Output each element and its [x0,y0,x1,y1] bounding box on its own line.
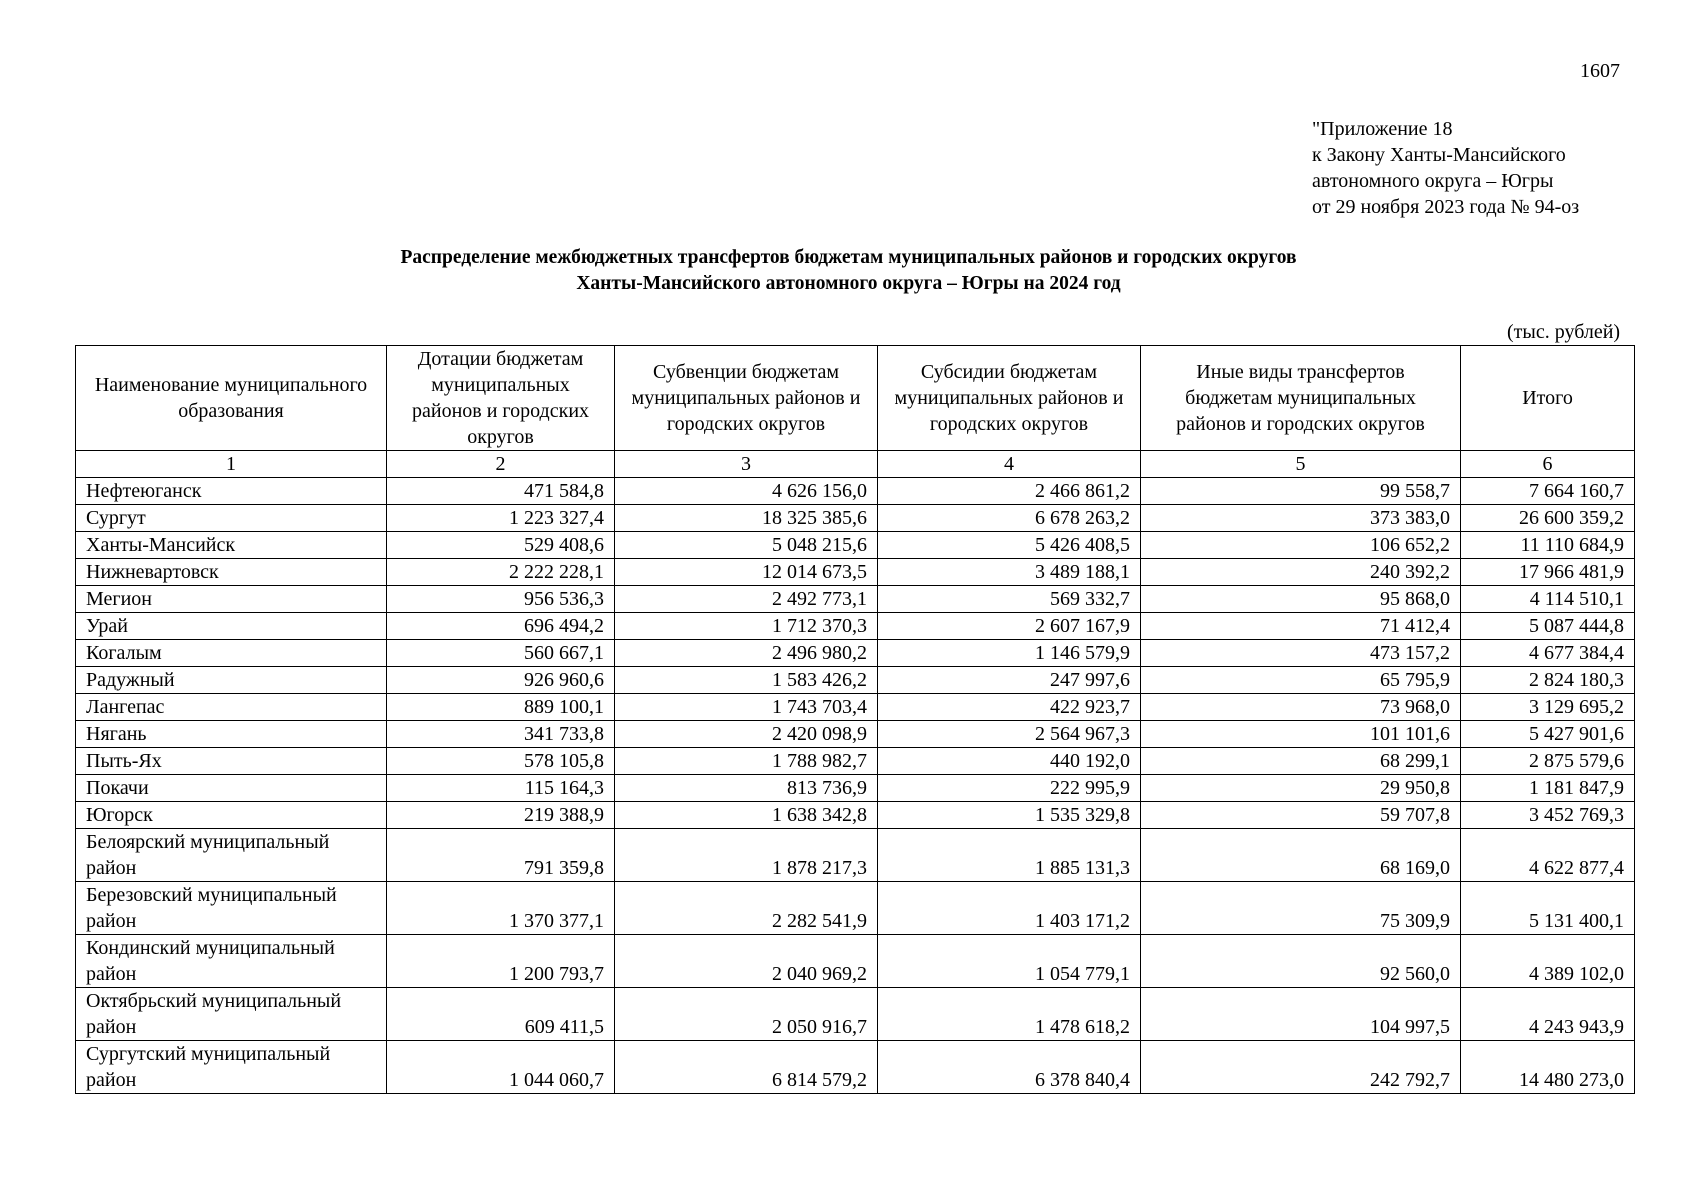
cell-other: 104 997,5 [1141,988,1461,1041]
cell-dotations: 529 408,6 [387,532,615,559]
table-row [76,694,1635,721]
cell-subsidies: 2 466 861,2 [878,478,1141,505]
cell-subsidies: 440 192,0 [878,748,1141,775]
cell-total: 1 181 847,9 [1461,775,1635,802]
table-row [76,802,1635,829]
cell-subsidies: 6 378 840,4 [878,1041,1141,1094]
table-row [76,988,1635,1041]
cell-subsidies: 1 054 779,1 [878,935,1141,988]
table-row [76,505,1635,532]
cell-name: Белоярский муниципальный район [76,829,387,882]
cell-subsidies: 569 332,7 [878,586,1141,613]
cell-name: Покачи [76,775,387,802]
cell-subventions: 2 496 980,2 [615,640,878,667]
cell-name: Пыть-Ях [76,748,387,775]
cell-total: 5 427 901,6 [1461,721,1635,748]
cell-name: Радужный [76,667,387,694]
cell-subsidies: 1 885 131,3 [878,829,1141,882]
cell-subventions: 1 583 426,2 [615,667,878,694]
cell-dotations: 1 223 327,4 [387,505,615,532]
cell-subventions: 18 325 385,6 [615,505,878,532]
cell-name: Когалым [76,640,387,667]
cell-total: 4 622 877,4 [1461,829,1635,882]
cell-other: 68 169,0 [1141,829,1461,882]
cell-dotations: 115 164,3 [387,775,615,802]
cell-other: 92 560,0 [1141,935,1461,988]
cell-subsidies: 1 535 329,8 [878,802,1141,829]
column-number: 2 [387,451,615,478]
cell-dotations: 889 100,1 [387,694,615,721]
cell-dotations: 956 536,3 [387,586,615,613]
cell-other: 373 383,0 [1141,505,1461,532]
cell-subventions: 2 492 773,1 [615,586,878,613]
cell-total: 2 875 579,6 [1461,748,1635,775]
cell-other: 95 868,0 [1141,586,1461,613]
table-row [76,721,1635,748]
appendix-line: к Закону Ханты-Мансийского [1312,144,1566,166]
cell-subsidies: 247 997,6 [878,667,1141,694]
cell-name: Ханты-Мансийск [76,532,387,559]
cell-other: 59 707,8 [1141,802,1461,829]
column-number: 3 [615,451,878,478]
header-total: Итого [1461,346,1635,451]
appendix-line: автономного округа – Югры [1312,170,1554,192]
cell-name: Нефтеюганск [76,478,387,505]
table-row [76,532,1635,559]
appendix-line: "Приложение 18 [1312,118,1453,140]
header-subventions: Субвенции бюджетам муниципальных районов и городских округов [615,346,878,451]
cell-other: 106 652,2 [1141,532,1461,559]
table-row [76,829,1635,882]
cell-name: Югорск [76,802,387,829]
cell-subventions: 1 788 982,7 [615,748,878,775]
cell-total: 4 677 384,4 [1461,640,1635,667]
cell-subsidies: 422 923,7 [878,694,1141,721]
cell-subsidies: 5 426 408,5 [878,532,1141,559]
cell-dotations: 926 960,6 [387,667,615,694]
column-number: 4 [878,451,1141,478]
table-row [76,667,1635,694]
cell-dotations: 578 105,8 [387,748,615,775]
cell-dotations: 1 200 793,7 [387,935,615,988]
cell-dotations: 791 359,8 [387,829,615,882]
cell-name: Кондинский муниципальный район [76,935,387,988]
cell-total: 17 966 481,9 [1461,559,1635,586]
cell-subventions: 12 014 673,5 [615,559,878,586]
cell-subsidies: 1 403 171,2 [878,882,1141,935]
table-row [76,586,1635,613]
cell-subventions: 2 420 098,9 [615,721,878,748]
cell-other: 29 950,8 [1141,775,1461,802]
cell-other: 99 558,7 [1141,478,1461,505]
column-number: 6 [1461,451,1635,478]
cell-name: Нижневартовск [76,559,387,586]
cell-subventions: 6 814 579,2 [615,1041,878,1094]
table-row [76,478,1635,505]
column-numbers-row [76,451,1635,478]
cell-other: 242 792,7 [1141,1041,1461,1094]
cell-other: 73 968,0 [1141,694,1461,721]
cell-dotations: 2 222 228,1 [387,559,615,586]
cell-subsidies: 3 489 188,1 [878,559,1141,586]
column-number: 1 [76,451,387,478]
cell-dotations: 609 411,5 [387,988,615,1041]
header-row [76,346,1635,451]
cell-name: Лангепас [76,694,387,721]
table-row [76,640,1635,667]
transfers-table [75,345,1635,1094]
cell-other: 75 309,9 [1141,882,1461,935]
cell-name: Сургут [76,505,387,532]
cell-other: 101 101,6 [1141,721,1461,748]
cell-total: 5 131 400,1 [1461,882,1635,935]
cell-subsidies: 2 607 167,9 [878,613,1141,640]
title-line-1: Распределение межбюджетных трансфертов бюджетам муниципальных районов и городских округов [400,247,1297,268]
cell-name: Урай [76,613,387,640]
cell-total: 4 114 510,1 [1461,586,1635,613]
appendix-reference [1312,116,1579,220]
cell-dotations: 341 733,8 [387,721,615,748]
cell-dotations: 1 370 377,1 [387,882,615,935]
cell-dotations: 471 584,8 [387,478,615,505]
cell-other: 68 299,1 [1141,748,1461,775]
table-row [76,882,1635,935]
cell-total: 26 600 359,2 [1461,505,1635,532]
cell-name: Сургутский муниципальный район [76,1041,387,1094]
cell-subsidies: 2 564 967,3 [878,721,1141,748]
cell-subsidies: 1 478 618,2 [878,988,1141,1041]
cell-subventions: 5 048 215,6 [615,532,878,559]
cell-name: Нягань [76,721,387,748]
table-row [76,935,1635,988]
table-row [76,775,1635,802]
header-subsidies: Субсидии бюджетам муниципальных районов и городских округов [878,346,1141,451]
cell-total: 5 087 444,8 [1461,613,1635,640]
cell-dotations: 219 388,9 [387,802,615,829]
cell-other: 473 157,2 [1141,640,1461,667]
cell-other: 65 795,9 [1141,667,1461,694]
cell-dotations: 560 667,1 [387,640,615,667]
cell-subventions: 4 626 156,0 [615,478,878,505]
cell-subsidies: 6 678 263,2 [878,505,1141,532]
cell-total: 3 129 695,2 [1461,694,1635,721]
cell-subventions: 813 736,9 [615,775,878,802]
cell-other: 240 392,2 [1141,559,1461,586]
title-line-2: Ханты-Мансийского автономного округа – Югры на 2024 год [576,273,1121,294]
cell-subventions: 2 282 541,9 [615,882,878,935]
cell-total: 4 389 102,0 [1461,935,1635,988]
cell-other: 71 412,4 [1141,613,1461,640]
cell-total: 2 824 180,3 [1461,667,1635,694]
header-dotations: Дотации бюджетам муниципальных районов и городских округов [387,346,615,451]
table-row [76,748,1635,775]
cell-dotations: 1 044 060,7 [387,1041,615,1094]
cell-subventions: 1 712 370,3 [615,613,878,640]
cell-subventions: 1 638 342,8 [615,802,878,829]
cell-subsidies: 1 146 579,9 [878,640,1141,667]
column-number: 5 [1141,451,1461,478]
header-other: Иные виды трансфертов бюджетам муниципальных районов и городских округов [1141,346,1461,451]
header-name: Наименование муниципального образования [76,346,387,451]
cell-name: Березовский муниципальный район [76,882,387,935]
table-row [76,559,1635,586]
cell-total: 3 452 769,3 [1461,802,1635,829]
cell-name: Мегион [76,586,387,613]
cell-subventions: 1 878 217,3 [615,829,878,882]
cell-name: Октябрьский муниципальный район [76,988,387,1041]
appendix-line: от 29 ноября 2023 года № 94-оз [1312,196,1580,218]
table-row [76,1041,1635,1094]
table-row [76,613,1635,640]
cell-subventions: 1 743 703,4 [615,694,878,721]
page-number: 1607 [1580,60,1620,82]
cell-dotations: 696 494,2 [387,613,615,640]
cell-subventions: 2 040 969,2 [615,935,878,988]
units-note: (тыс. рублей) [1507,321,1621,343]
cell-subventions: 2 050 916,7 [615,988,878,1041]
cell-subsidies: 222 995,9 [878,775,1141,802]
cell-total: 4 243 943,9 [1461,988,1635,1041]
cell-total: 14 480 273,0 [1461,1041,1635,1094]
cell-total: 11 110 684,9 [1461,532,1635,559]
document-title [0,245,1697,297]
cell-total: 7 664 160,7 [1461,478,1635,505]
